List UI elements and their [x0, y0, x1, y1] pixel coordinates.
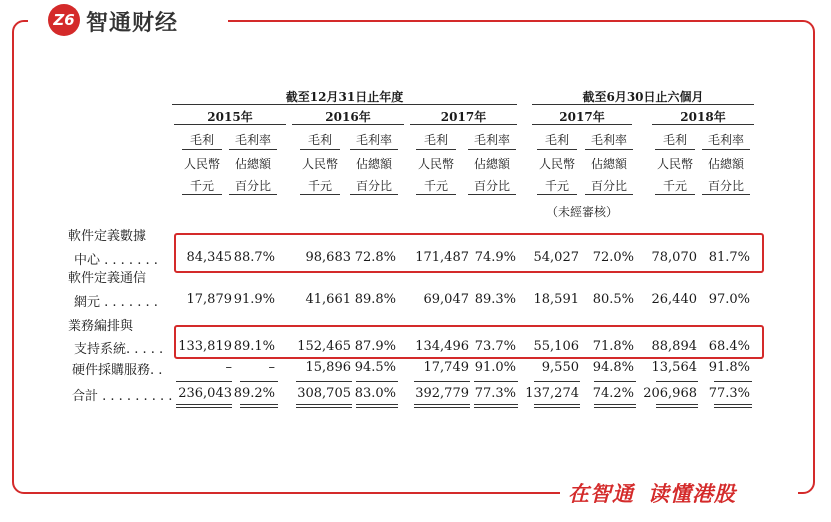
table-cell: 69,047 — [423, 292, 469, 307]
total-rule-top — [714, 381, 752, 382]
total-rule-bottom — [594, 404, 636, 405]
column-subheader: 毛利率 — [707, 133, 744, 147]
column-subheader-rule — [655, 149, 695, 150]
column-subheader: 千元 — [662, 179, 687, 193]
column-subheader: 佔總額 — [473, 157, 510, 171]
total-rule-top — [414, 381, 470, 382]
total-rule-bottom — [474, 407, 518, 408]
column-subheader-rule — [702, 194, 750, 195]
table-cell: 91.0% — [474, 360, 516, 375]
column-subheader: 千元 — [189, 179, 214, 193]
total-rule-bottom — [240, 407, 278, 408]
column-subheader-rule — [229, 149, 277, 150]
total-rule-bottom — [296, 407, 352, 408]
column-subheader: 佔總額 — [590, 157, 627, 171]
header-year: 2018年 — [680, 110, 726, 124]
table-cell: 94.5% — [354, 360, 396, 375]
total-rule-bottom — [534, 407, 580, 408]
table-cell: 71.8% — [592, 339, 634, 354]
column-subheader: 毛利 — [307, 133, 332, 147]
table-cell: – — [225, 360, 232, 375]
table-cell: 84,345 — [186, 250, 232, 265]
total-rule-top — [656, 381, 698, 382]
total-rule-bottom — [714, 404, 752, 405]
header-year-rule — [292, 124, 404, 125]
total-rule-top — [296, 381, 352, 382]
table-cell: 392,779 — [415, 386, 469, 401]
table-cell: 81.7% — [708, 250, 750, 265]
row-label: 軟件定義通信 — [68, 271, 147, 286]
column-subheader-rule — [468, 149, 516, 150]
row-label: 硬件採購服務. . — [72, 363, 163, 378]
table-cell: 137,274 — [525, 386, 579, 401]
header-group-year-rule — [172, 104, 517, 105]
table-cell: 91.8% — [708, 360, 750, 375]
column-subheader: 百分比 — [473, 179, 510, 193]
table-cell: 88.7% — [233, 250, 275, 265]
total-rule-top — [474, 381, 518, 382]
row-label: 支持系統. . . . . — [74, 342, 164, 357]
table-cell: 18,591 — [533, 292, 579, 307]
total-rule-bottom — [714, 407, 752, 408]
table-cell: 13,564 — [651, 360, 697, 375]
table-cell: 236,043 — [178, 386, 232, 401]
header-group-half: 截至6月30日止六個月 — [582, 90, 704, 104]
table-cell: 15,896 — [305, 360, 351, 375]
column-subheader: 千元 — [307, 179, 332, 193]
column-subheader-rule — [229, 194, 277, 195]
column-subheader: 人民幣 — [656, 157, 693, 171]
total-rule-bottom — [656, 404, 698, 405]
table-cell: 78,070 — [651, 250, 697, 265]
total-rule-bottom — [474, 404, 518, 405]
table-cell: 17,749 — [423, 360, 469, 375]
header-year: 2017年 — [559, 110, 605, 124]
column-subheader: 百分比 — [707, 179, 744, 193]
column-subheader: 毛利 — [423, 133, 448, 147]
column-subheader-rule — [350, 194, 398, 195]
total-rule-bottom — [176, 404, 232, 405]
total-rule-bottom — [594, 407, 636, 408]
column-subheader-rule — [182, 194, 222, 195]
table-cell: 89.2% — [233, 386, 275, 401]
total-rule-top — [176, 381, 232, 382]
header-group-year: 截至12月31日止年度 — [285, 90, 404, 104]
total-rule-bottom — [356, 407, 398, 408]
row-label: 軟件定義數據 — [68, 229, 147, 244]
column-subheader: 佔總額 — [707, 157, 744, 171]
column-subheader: 百分比 — [590, 179, 627, 193]
column-subheader: 百分比 — [355, 179, 392, 193]
table-cell: 9,550 — [541, 360, 579, 375]
column-subheader-rule — [585, 194, 633, 195]
unaudited-note: （未經審核） — [545, 205, 618, 219]
table-cell: 91.9% — [233, 292, 275, 307]
header-year-rule — [174, 124, 286, 125]
total-rule-bottom — [414, 404, 470, 405]
total-rule-bottom — [240, 404, 278, 405]
row-label: 中心 . . . . . . . — [74, 253, 158, 268]
column-subheader-rule — [585, 149, 633, 150]
table-cell: 41,661 — [305, 292, 351, 307]
table-cell: 54,027 — [533, 250, 579, 265]
total-rule-bottom — [176, 407, 232, 408]
total-rule-bottom — [296, 404, 352, 405]
header-year-rule — [532, 124, 632, 125]
column-subheader-rule — [537, 194, 577, 195]
column-subheader: 毛利率 — [590, 133, 627, 147]
column-subheader-rule — [655, 194, 695, 195]
column-subheader: 毛利 — [189, 133, 214, 147]
table-cell: 171,487 — [415, 250, 469, 265]
header-year-rule — [410, 124, 517, 125]
column-subheader-rule — [300, 149, 340, 150]
column-subheader: 千元 — [544, 179, 569, 193]
column-subheader: 千元 — [423, 179, 448, 193]
column-subheader: 佔總額 — [355, 157, 392, 171]
table-cell: 17,879 — [186, 292, 232, 307]
table-cell: 74.2% — [592, 386, 634, 401]
total-rule-top — [594, 381, 636, 382]
highlight-box-bss — [174, 325, 764, 359]
column-subheader-rule — [537, 149, 577, 150]
column-subheader: 毛利率 — [234, 133, 271, 147]
column-subheader: 人民幣 — [183, 157, 220, 171]
header-year: 2017年 — [440, 110, 487, 124]
column-subheader: 人民幣 — [417, 157, 454, 171]
header-year: 2015年 — [207, 110, 253, 124]
brand-slogan: 在智通 读懂港股 — [568, 482, 736, 506]
column-subheader: 毛利率 — [473, 133, 510, 147]
brand-logo-icon: Z6 — [48, 4, 80, 36]
total-rule-bottom — [356, 404, 398, 405]
highlight-box-data-center — [174, 233, 764, 273]
total-rule-bottom — [534, 404, 580, 405]
table-cell: 73.7% — [474, 339, 516, 354]
table-cell: 308,705 — [297, 386, 351, 401]
column-subheader: 毛利率 — [355, 133, 392, 147]
table-cell: 133,819 — [178, 339, 232, 354]
table-cell: 72.8% — [354, 250, 396, 265]
column-subheader-rule — [416, 149, 456, 150]
table-cell: 26,440 — [651, 292, 697, 307]
table-cell: 152,465 — [297, 339, 351, 354]
table-cell: 55,106 — [533, 339, 579, 354]
table-cell: 77.3% — [708, 386, 750, 401]
table-cell: 89.1% — [233, 339, 275, 354]
table-cell: 83.0% — [354, 386, 396, 401]
table-cell: 97.0% — [708, 292, 750, 307]
table-cell: 80.5% — [592, 292, 634, 307]
table-cell: 72.0% — [592, 250, 634, 265]
column-subheader-rule — [468, 194, 516, 195]
header-group-half-rule — [532, 104, 754, 105]
total-rule-top — [240, 381, 278, 382]
brand-name: 智通财经 — [86, 11, 179, 36]
table-cell: 89.8% — [354, 292, 396, 307]
column-subheader: 百分比 — [234, 179, 271, 193]
row-label: 合計 . . . . . . . . . — [72, 389, 173, 404]
column-subheader-rule — [350, 149, 398, 150]
table-cell: 206,968 — [643, 386, 697, 401]
column-subheader-rule — [702, 149, 750, 150]
column-subheader: 人民幣 — [538, 157, 575, 171]
column-subheader-rule — [416, 194, 456, 195]
table-cell: 98,683 — [305, 250, 351, 265]
header-year: 2016年 — [325, 110, 371, 124]
table-cell: 88,894 — [651, 339, 697, 354]
table-cell: 134,496 — [415, 339, 469, 354]
total-rule-bottom — [656, 407, 698, 408]
column-subheader: 人民幣 — [301, 157, 338, 171]
column-subheader: 毛利 — [544, 133, 569, 147]
row-label: 業務編排與 — [68, 319, 134, 334]
total-rule-top — [356, 381, 398, 382]
row-label: 網元 . . . . . . . — [74, 295, 158, 310]
total-rule-top — [534, 381, 580, 382]
table-cell: 74.9% — [474, 250, 516, 265]
table-cell: 68.4% — [708, 339, 750, 354]
total-rule-bottom — [414, 407, 470, 408]
column-subheader: 佔總額 — [234, 157, 271, 171]
column-subheader-rule — [300, 194, 340, 195]
table-cell: 77.3% — [474, 386, 516, 401]
table-cell: 87.9% — [354, 339, 396, 354]
table-cell: – — [268, 360, 275, 375]
column-subheader: 毛利 — [662, 133, 687, 147]
table-cell: 94.8% — [592, 360, 634, 375]
table-cell: 89.3% — [474, 292, 516, 307]
header-year-rule — [652, 124, 754, 125]
column-subheader-rule — [182, 149, 222, 150]
